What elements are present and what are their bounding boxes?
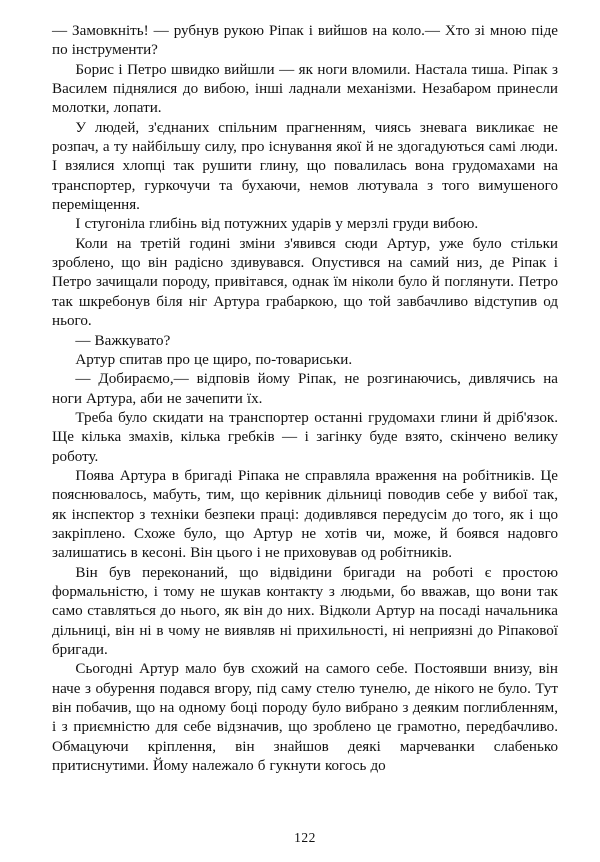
page-body-text: [52, 22, 558, 830]
paragraph: Він був переконаний, що відвідини бригади на роботі є простою формальністю, і тому не шукав контакту з людьми, бо вважав, що вони так само ставляться до нього, як він до них. Відколи Артур на посаді начальника дільниці, він ні в чому не виявляв ні прихильності, ні неприязні до Ріпакової бригади.: [52, 564, 558, 658]
paragraph-dialogue: — Добираємо,— відповів йому Ріпак, не розгинаючись, дивлячись на ноги Артура, аби не зачепити їх.: [52, 371, 558, 407]
paragraph: — Замовкніть! — рубнув рукою Ріпак і вийшов на коло.— Хто зі мною піде по інструменти?: [52, 23, 558, 59]
page-number: 122: [294, 830, 316, 845]
paragraph-dialogue: — Важкувато?: [75, 332, 171, 349]
paragraph: У людей, з'єднаних спільним прагненням, чиясь зневага викликає не розпач, а ту найбільшу силу, про існування якої й не здогадуються самі люди. І взялися хлопці так рушити глину, що повалилась вона грудомахами на транспортер, гуркочучи та бухаючи, немов лютувала з того вимушеного переміщення.: [52, 119, 558, 214]
paragraph: Коли на третій годині зміни з'явився сюди Артур, уже було стільки зроблено, що він радісно здивувався. Опустився на самий низ, де Ріпак і Петро зачищали породу, привітався, однак їм ніколи було й поглянути. Петро так шкребонув біля ніг Артура грабаркою, що той завбачливо відступив од нього.: [52, 235, 558, 330]
paragraph: Борис і Петро швидко вийшли — як ноги вломили. Настала тиша. Ріпак з Василем піднялися до вибою, інші ладнали механізми. Незабаром принесли молотки, лопати.: [52, 61, 558, 117]
paragraph: Поява Артура в бригаді Ріпака не справляла враження на робітників. Це пояснювалось, мабуть, тим, що керівник дільниці поводив себе у вибої так, як інспектор з техніки безпеки праці: додивлявся передусім до того, як і що закріплено. Схоже було, що Артур не хотів чи, може, й боявся надовго залишатись в кесоні. Він цього і не приховував од робітників.: [52, 467, 558, 562]
paragraph: Треба було скидати на транспортер останні грудомахи глини й дріб'язок. Ще кілька змахів, кілька гребків — і загінку буде взято, скінчено велику роботу.: [52, 409, 558, 465]
paragraph: Сьогодні Артур мало був схожий на самого себе. Постоявши внизу, він наче з обурення подався вгору, під саму стелю тунелю, де нікого не було. Тут він побачив, що на одному боці породу було вибрано з деяким поглибленням, і з приємністю для себе відзначив, що зроблено це грамотно, передбачливо. Обмацуючи кріплення, він знайшов деякі марчеванки слабенько притиснутими. Йому належало б гукнути когось до: [52, 661, 558, 775]
paragraph: І стугоніла глибінь від потужних ударів у мерзлі груди вибою.: [75, 216, 479, 233]
paragraph: Артур спитав про це щиро, по-товариськи.: [75, 351, 353, 368]
